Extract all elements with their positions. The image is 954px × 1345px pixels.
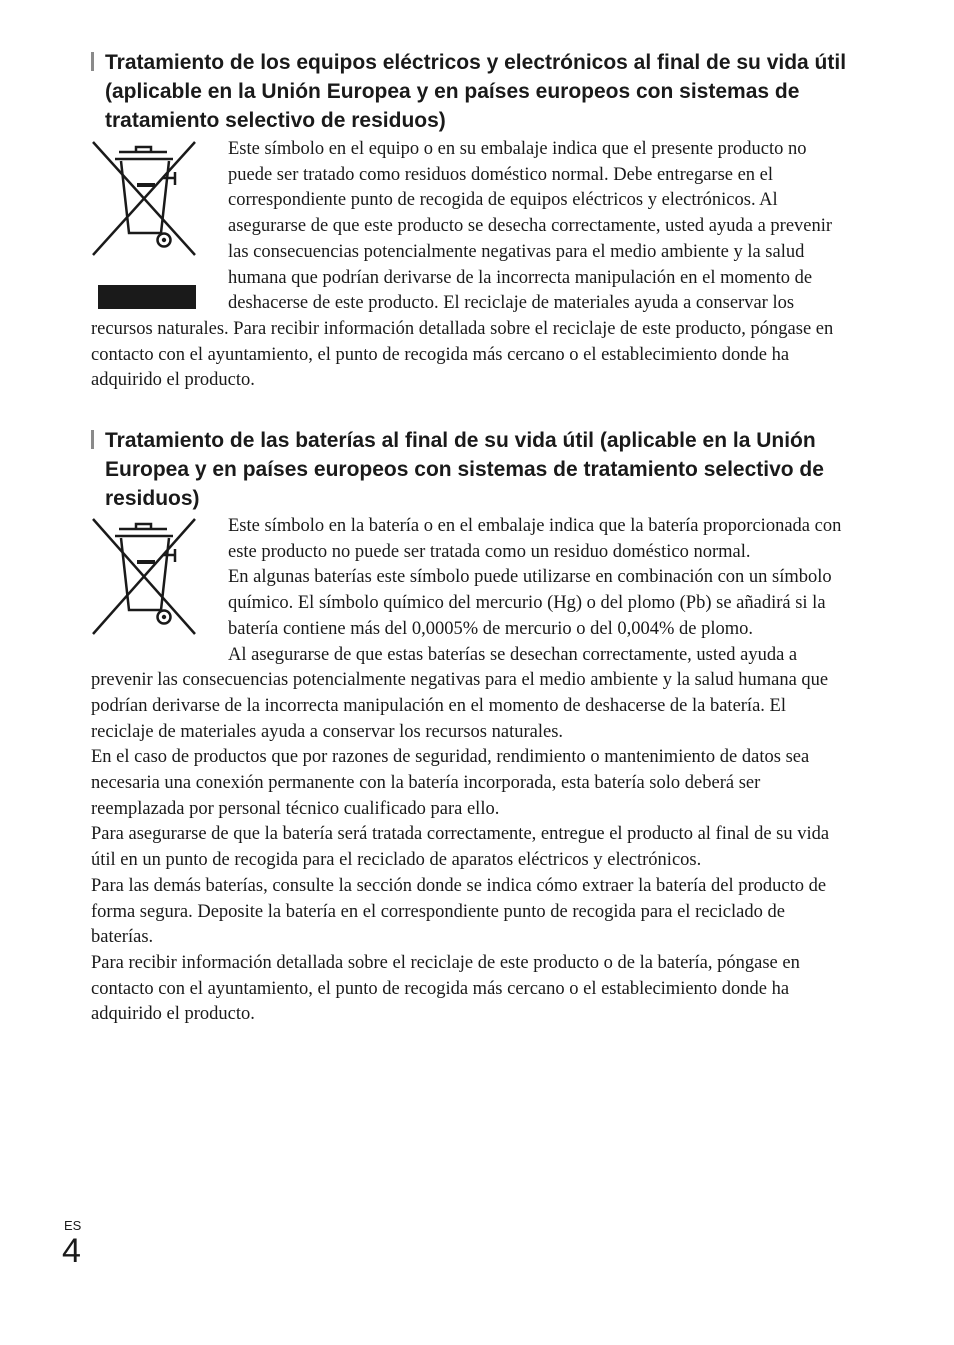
section2-paragraph-3: Al asegurarse de que estas baterías se desechan correctamente, usted ayuda a prevenir las consecuencias potencialmente negativas para el medio ambiente y la salud humana que podrían derivarse de la incorrecta manipulación en el momento de deshacerse de la batería. El reciclaje de materiales ayuda a conservar los recursos naturales. [91, 644, 829, 742]
weee-symbol [91, 137, 228, 315]
section2-paragraph-5: Para asegurarse de que la batería será tratada correctamente, entregue el producto al final de su vida útil en un punto de recogida para el reciclado de aparatos eléctricos y electrónicos. [91, 824, 830, 871]
page-number: 4 [62, 1232, 81, 1270]
section2-paragraph-6: Para las demás baterías, consulte la sección donde se indica cómo extraer la batería del producto de forma segura. Deposite la batería en el correspondiente punto de recogida para el reciclado de baterías. [91, 875, 827, 948]
section2-heading-text: Tratamiento de las baterías al final de su vida útil (aplicable en la Unión Europea y en países europeos con sistemas de tratamiento selectivo de residuos) [105, 429, 824, 510]
section1-body [91, 137, 843, 394]
section2-heading [91, 426, 851, 513]
crossed-out-wheelie-bin-icon [91, 137, 201, 312]
heading-marker [91, 52, 94, 71]
section2-body [91, 514, 843, 1028]
battery-weee-symbol [91, 514, 228, 666]
section1-heading-text: Tratamiento de los equipos eléctricos y electrónicos al final de su vida útil (aplicable en la Unión Europea y en países europeos con sistemas de tratamiento selectivo de residuos) [105, 51, 847, 132]
section2-paragraph-1: Este símbolo en la batería o en el embalaje indica que la batería proporcionada con este producto no puede ser tratada como un residuo doméstico normal. [228, 516, 842, 562]
section1-heading [91, 48, 851, 135]
heading-marker [91, 430, 94, 449]
section2-paragraph-2: En algunas baterías este símbolo puede utilizarse en combinación con un símbolo químico. El símbolo químico del mercurio (Hg) o del plomo (Pb) se añadirá si la batería contiene más del 0,0005% de mercurio o del 0,004% de plomo. [228, 567, 832, 639]
page-language-code: ES [64, 1218, 82, 1233]
section2-paragraph-4: En el caso de productos que por razones de seguridad, rendimiento o mantenimiento de datos sea necesaria una conexión permanente con la batería incorporada, esta batería solo deberá ser reemplazada por personal técnico cualificado para ello. [91, 747, 810, 819]
section2-paragraph-7: Para recibir información detallada sobre el reciclaje de este producto o de la batería, póngase en contacto con el ayuntamiento, el punto de recogida más cercano o el establecimiento donde ha adquirido el producto. [91, 952, 800, 1025]
section1-paragraph: Este símbolo en el equipo o en su embalaje indica que el presente producto no puede ser tratado como residuos doméstico normal. Debe entregarse en el correspondiente punto de recogida de equipos eléctricos y electrónicos. Al asegurarse de que este producto se desecha correctamente, usted ayuda a prevenir las consecuencias potencialmente negativas para el medio ambiente y la salud humana que podrían derivarse de la incorrecta manipulación en el momento de deshacerse de este producto. El reciclaje de materiales ayuda a conservar los recursos naturales. Para recibir información detallada sobre el reciclaje de este producto, póngase en contacto con el ayuntamiento, el punto de recogida más cercano o el establecimiento donde ha adquirido el producto. [91, 139, 834, 391]
crossed-out-wheelie-bin-icon [91, 514, 201, 640]
